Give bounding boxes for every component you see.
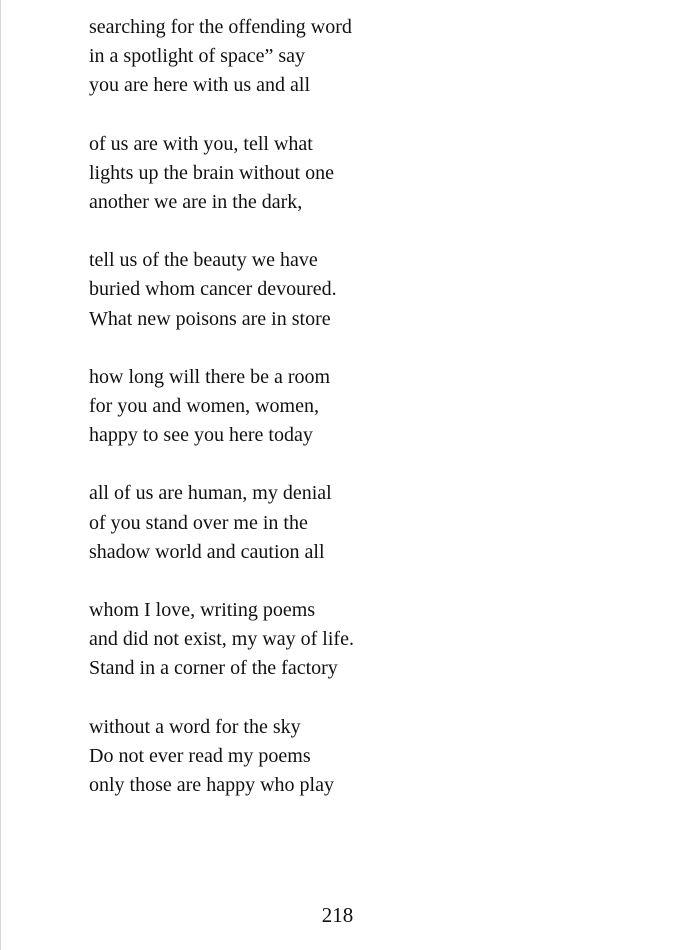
poem-line: tell us of the beauty we have [89, 249, 318, 272]
poem-line: shadow world and caution all [89, 540, 325, 563]
poem-line: without a word for the sky [89, 715, 301, 738]
stanza-1 [89, 13, 609, 101]
page-edge [0, 0, 1, 950]
stanza-2 [89, 130, 609, 218]
page-number: 218 [321, 903, 354, 927]
stanza-7 [89, 713, 609, 801]
poem-line: What new poisons are in store [89, 307, 331, 330]
poem-line: all of us are human, my denial [89, 482, 332, 505]
stanza-5 [89, 479, 609, 567]
poem-line: in a spotlight of space” say [89, 45, 306, 68]
poem-line: you are here with us and all [89, 74, 311, 97]
poem-line: Do not ever read my poems [89, 744, 311, 767]
poem-line: happy to see you here today [89, 424, 313, 447]
stanza-4 [89, 363, 609, 451]
poem-line: buried whom cancer devoured. [89, 278, 337, 301]
poem-line: how long will there be a room [89, 365, 331, 388]
poem-line: another we are in the dark, [89, 191, 303, 214]
poem-line: searching for the offending word [89, 16, 352, 38]
poem-line: of us are with you, tell what [89, 132, 313, 155]
stanza-3 [89, 246, 609, 334]
poem-line: for you and women, women, [89, 395, 319, 418]
poem-line: Stand in a corner of the factory [89, 657, 338, 680]
stanza-6 [89, 596, 609, 684]
poem-line: and did not exist, my way of life. [89, 628, 354, 651]
poem-line: lights up the brain without one [89, 161, 334, 184]
poem-line: of you stand over me in the [89, 511, 308, 534]
poem-line: only those are happy who play [89, 774, 334, 797]
poem-body [89, 13, 609, 829]
poem-line: whom I love, writing poems [89, 599, 316, 622]
